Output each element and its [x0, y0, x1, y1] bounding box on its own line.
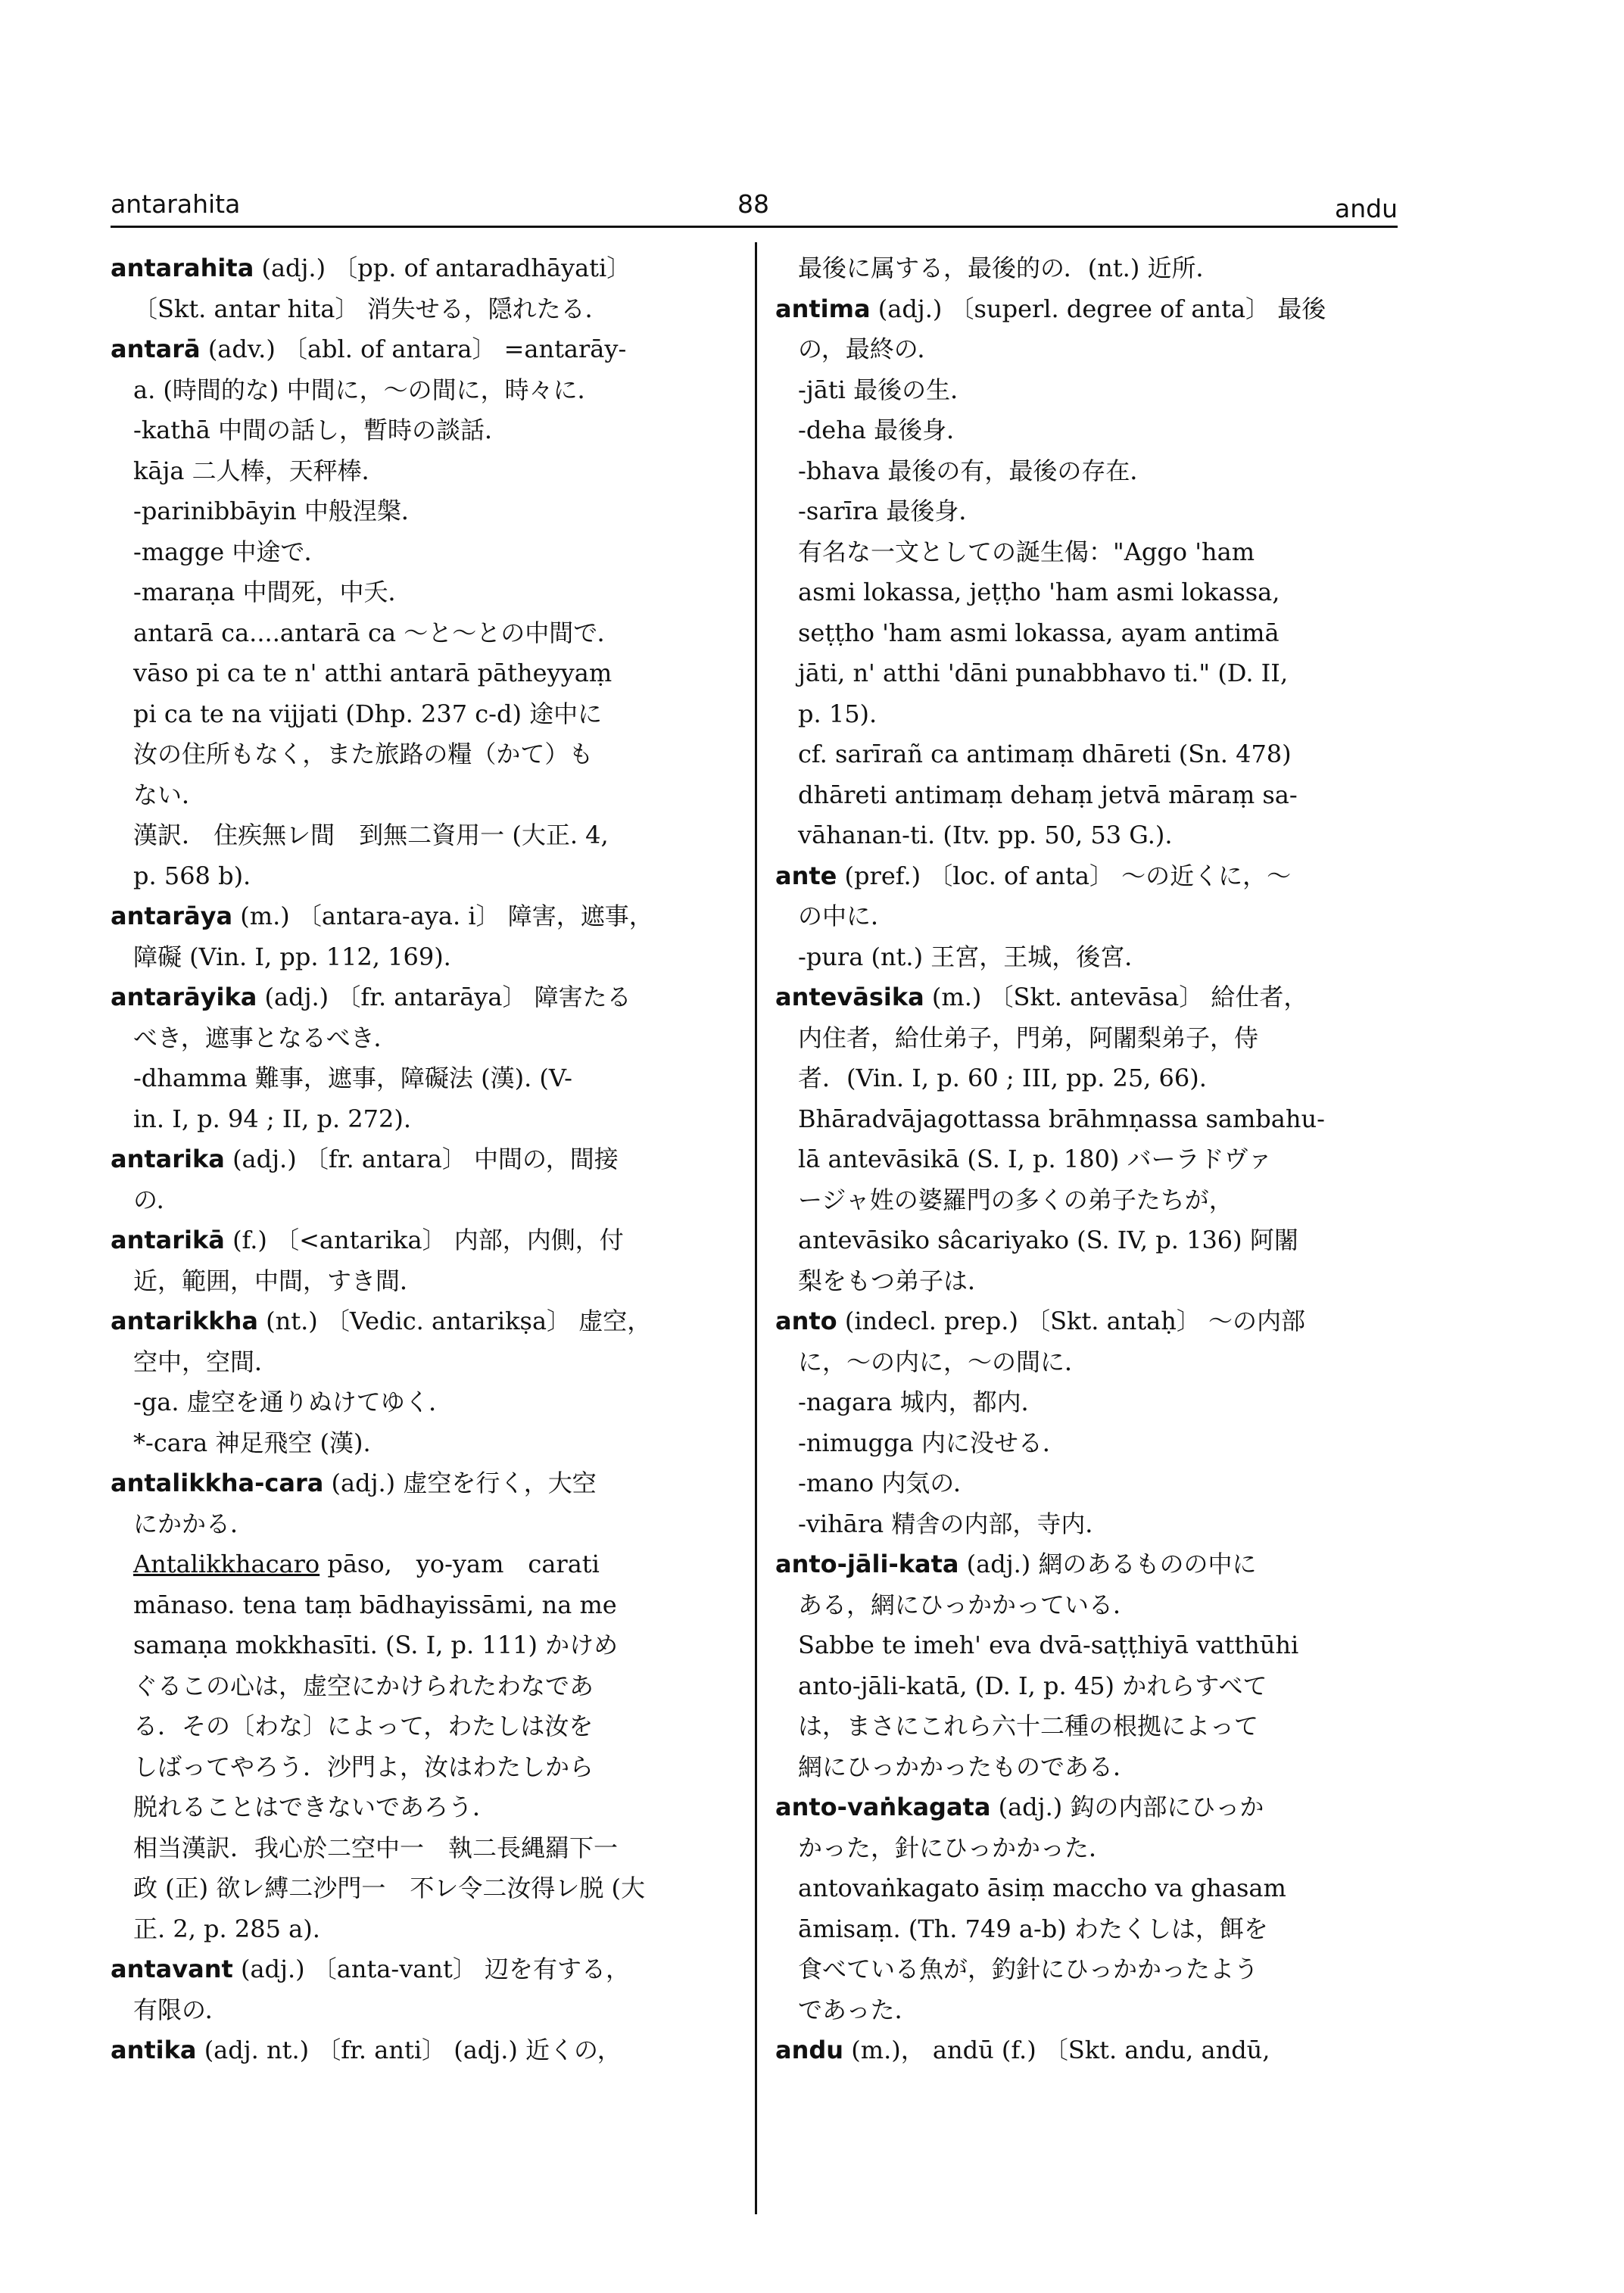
entry-headword-line	[775, 1787, 1396, 1828]
entry-text: 有名な一文としての誕生偈："Aggo 'ham	[798, 537, 1255, 566]
entry-line	[775, 1909, 1396, 1950]
entry-text: ージャ姓の婆羅門の多くの弟子たちが，	[798, 1185, 1233, 1214]
entry-text: しばってやろう．沙門よ，汝はわたしから	[133, 1752, 594, 1781]
entry-text: p. 15).	[798, 699, 877, 728]
entry-line	[775, 1625, 1396, 1666]
entry-text: 空中，空間．	[133, 1347, 279, 1376]
entry-text: dhāreti antimaṃ dehaṃ jetvā māraṃ sa-	[798, 780, 1298, 809]
entry-text: 最後に属する，最後的の．(nt.) 近所．	[798, 254, 1220, 282]
entry-line	[775, 1504, 1396, 1545]
entry-text: の．	[133, 1185, 181, 1214]
entry-line	[775, 1180, 1396, 1221]
entry-line	[111, 1058, 716, 1099]
entry-line	[111, 572, 716, 613]
entry-headword-line	[111, 977, 716, 1018]
headword: antarāyika	[111, 983, 257, 1011]
headword: antarahita	[111, 254, 254, 282]
entry-text: (m.)， andū (f.) 〔Skt. andu, andū,	[843, 2036, 1270, 2064]
entry-line	[775, 1261, 1396, 1302]
entry-line	[111, 1787, 716, 1828]
entry-text: (indecl. prep.) 〔Skt. antaḥ〕 〜の内部	[837, 1307, 1306, 1335]
entry-text: pāso, yo-yam carati	[320, 1550, 600, 1578]
entry-text: mānaso. tena taṃ bādhayissāmi, na me	[133, 1590, 617, 1619]
entry-headword-line	[111, 248, 716, 289]
headword: antima	[775, 294, 871, 323]
entry-text: seṭṭho 'ham asmi lokassa, ayam antimā	[798, 618, 1280, 647]
entry-text: -vihāra 精舎の内部，寺内．	[798, 1509, 1110, 1538]
entry-line	[775, 491, 1396, 532]
underlined-term: Antalikkhacaro	[133, 1550, 320, 1578]
entry-text: であった．	[798, 1995, 919, 2024]
headword: antevāsika	[775, 983, 924, 1011]
entry-line	[775, 1342, 1396, 1383]
entry-line	[775, 734, 1396, 775]
entry-text: (adj.) 〔fr. antara〕 中間の，間接	[224, 1145, 619, 1173]
entry-line	[111, 734, 716, 775]
entry-line	[775, 532, 1396, 573]
entry-line	[111, 491, 716, 532]
entry-line	[775, 1828, 1396, 1869]
entry-text: -sarīra 最後身．	[798, 497, 983, 525]
entry-text: (f.) 〔<antarika〕 内部，内側，付	[224, 1226, 624, 1254]
entry-text: (adj.) 網のあるものの中に	[959, 1550, 1257, 1578]
entry-headword-line	[775, 977, 1396, 1018]
entry-line	[111, 1382, 716, 1423]
headword: antavant	[111, 1955, 233, 1983]
headword: antarikā	[111, 1226, 225, 1254]
entry-text: lā antevāsikā (S. I, p. 180) バーラドヴァ	[798, 1145, 1273, 1173]
headword: antarika	[111, 1145, 225, 1173]
page-number: 88	[737, 189, 769, 219]
entry-headword-line	[111, 1301, 716, 1342]
entry-line	[775, 815, 1396, 856]
entry-text: samaṇa mokkhasīti. (S. I, p. 111) かけめ	[133, 1631, 619, 1659]
headword: anto-jāli-kata	[775, 1550, 959, 1578]
entry-headword-line	[111, 2030, 716, 2071]
entry-text: pi ca te na vijjati (Dhp. 237 c-d) 途中に	[133, 699, 603, 728]
entry-line	[775, 1099, 1396, 1140]
entry-text: る．その〔わな〕によって，わたしは汝を	[133, 1712, 594, 1740]
entry-headword-line	[111, 1949, 716, 1990]
entry-text: -kathā 中間の話し，暫時の談話．	[133, 416, 510, 444]
headword: antarāya	[111, 902, 233, 930]
entry-text: Bhāradvājagottassa brāhmṇassa sambahu-	[798, 1104, 1325, 1133]
entry-text: antevāsiko sâcariyako (S. IV, p. 136) 阿闍	[798, 1226, 1298, 1254]
entry-text: (adj.) 〔anta-vant〕 辺を有する，	[232, 1955, 631, 1983]
entry-line	[775, 1706, 1396, 1747]
entry-line	[111, 1342, 716, 1383]
entry-text: 者．(Vin. I, p. 60 ; III, pp. 25, 66).	[798, 1064, 1207, 1092]
page-header	[111, 189, 1398, 226]
entry-line	[111, 694, 716, 735]
entry-line	[775, 329, 1396, 370]
entry-line	[111, 289, 716, 330]
entry-line	[111, 1625, 716, 1666]
entry-text: jāti, n' atthi 'dāni punabbhavo ti." (D. II,	[798, 659, 1289, 687]
entry-text: *-cara 神足飛空 (漢).	[133, 1428, 371, 1457]
headword: antarikkha	[111, 1307, 258, 1335]
entry-line	[775, 1423, 1396, 1464]
entry-line	[111, 1261, 716, 1302]
entry-line	[111, 653, 716, 694]
entry-text: 近，範囲，中間，すき間．	[133, 1266, 425, 1295]
entry-text: asmi lokassa, jeṭṭho 'ham asmi lokassa,	[798, 578, 1280, 606]
entry-text: -magge 中途で．	[133, 537, 329, 566]
entry-headword-line	[775, 289, 1396, 330]
entry-line	[775, 451, 1396, 492]
entry-headword-line	[111, 896, 716, 937]
entry-text: ない．	[133, 780, 207, 809]
entry-line	[111, 1585, 716, 1626]
entry-text: 網にひっかかったものである．	[798, 1752, 1138, 1781]
entry-line	[775, 1220, 1396, 1261]
entry-line	[775, 1666, 1396, 1707]
entry-text: -nagara 城内，都内．	[798, 1388, 1046, 1416]
entry-line	[111, 1706, 716, 1747]
entry-line	[111, 1180, 716, 1221]
entry-headword-line	[111, 1463, 716, 1504]
entry-line	[111, 1868, 716, 1909]
entry-text: 脱れることはできないであろう．	[133, 1793, 497, 1821]
entry-text: に，〜の内に，〜の間に．	[798, 1347, 1089, 1376]
headword: andu	[775, 2036, 844, 2064]
entry-line	[775, 370, 1396, 411]
entry-text: anto-jāli-katā, (D. I, p. 45) かれらすべて	[798, 1671, 1267, 1700]
running-head-left: antarahita	[111, 189, 241, 219]
entry-text: ある，網にひっかかっている．	[798, 1590, 1138, 1619]
entry-text: a. (時間的な) 中間に，〜の間に，時々に．	[133, 375, 602, 404]
entry-text: (adj.) 〔fr. antarāya〕 障害たる	[257, 983, 631, 1011]
entry-text: ぐるこの心は，虚空にかけられたわなであ	[133, 1671, 594, 1700]
entry-text: 漢訳． 住疾無レ間 到無二資用一 (大正. 4,	[133, 821, 609, 849]
entry-line	[775, 1868, 1396, 1909]
entry-text: 内住者，給仕弟子，門弟，阿闍梨弟子，侍	[798, 1023, 1259, 1052]
entry-line	[111, 775, 716, 816]
entry-headword-line	[111, 1220, 716, 1261]
entry-text: -maraṇa 中間死，中夭．	[133, 578, 413, 606]
entry-text: 有限の．	[133, 1995, 229, 2024]
entry-line	[775, 1747, 1396, 1788]
entry-text: (adj.) 〔superl. degree of anta〕 最後	[870, 294, 1326, 323]
entry-headword-line	[775, 2030, 1396, 2071]
entry-text: の中に．	[798, 902, 896, 930]
entry-text: (adj.) 虚空を行く，大空	[323, 1469, 597, 1497]
entry-text: Sabbe te imeh' eva dvā-saṭṭhiyā vatthūhi	[798, 1631, 1299, 1659]
entry-line	[775, 613, 1396, 654]
entry-line	[111, 856, 716, 897]
entry-text: -dhamma 難事，遮事，障礙法 (漢). (V-	[133, 1064, 572, 1092]
entry-text: 障礙 (Vin. I, pp. 112, 169).	[133, 942, 451, 971]
entry-line	[775, 896, 1396, 937]
entry-line	[775, 1018, 1396, 1059]
entry-text: 〔Skt. antar hita〕 消失せる，隠れたる．	[133, 294, 609, 323]
entry-line	[111, 1504, 716, 1545]
entry-text: cf. sarīrañ ca antimaṃ dhāreti (Sn. 478)	[798, 740, 1292, 768]
entry-line	[111, 1747, 716, 1788]
headword: antalikkha-cara	[111, 1469, 324, 1497]
entry-line	[111, 370, 716, 411]
entry-line	[111, 815, 716, 856]
entry-line	[775, 572, 1396, 613]
entry-line	[775, 937, 1396, 978]
entry-text: -nimugga 内に没せる．	[798, 1428, 1067, 1457]
entry-text: -bhava 最後の有，最後の存在．	[798, 456, 1155, 485]
entry-line	[111, 937, 716, 978]
entry-line	[111, 1909, 716, 1950]
entry-text: (adj.) 鈎の内部にひっか	[990, 1793, 1264, 1821]
entry-line	[111, 532, 716, 573]
headword: antika	[111, 2036, 197, 2064]
entry-line	[775, 775, 1396, 816]
entry-text: (adv.) 〔abl. of antara〕 =antarāy-	[200, 335, 627, 363]
entry-line	[775, 248, 1396, 289]
entry-headword-line	[775, 856, 1396, 897]
entry-text: antarā ca....antarā ca 〜と〜との中間で．	[133, 618, 622, 647]
entry-line	[775, 694, 1396, 735]
entry-text: (adj. nt.) 〔fr. anti〕 (adj.) 近くの，	[196, 2036, 622, 2064]
entry-text: (m.) 〔Skt. antevāsa〕 給仕者，	[924, 983, 1308, 1011]
entry-text: にかかる．	[133, 1509, 255, 1538]
entry-text: 相当漢訳．我心於二空中一 執二長縄羂下一	[133, 1833, 619, 1862]
entry-text: (nt.) 〔Vedic. antarikṣa〕 虚空，	[257, 1307, 652, 1335]
entry-text: vāhanan-ti. (Itv. pp. 50, 53 G.).	[798, 821, 1173, 849]
right-column	[775, 248, 1396, 2071]
entry-text: -ga. 虚空を通りぬけてゆく．	[133, 1388, 454, 1416]
entry-line	[111, 451, 716, 492]
entry-text: kāja 二人棒，天秤棒．	[133, 456, 386, 485]
entry-line	[111, 410, 716, 451]
entry-line	[775, 1463, 1396, 1504]
entry-text: (pref.) 〔loc. of anta〕 〜の近くに，〜	[837, 861, 1292, 890]
entry-text: vāso pi ca te n' atthi antarā pātheyyaṃ	[133, 659, 613, 687]
column-divider	[755, 242, 757, 2214]
entry-text: は，まさにこれら六十二種の根拠によって	[798, 1712, 1259, 1740]
entry-text: -jāti 最後の生．	[798, 375, 975, 404]
entry-text: 梨をもつ弟子は．	[798, 1266, 993, 1295]
entry-text: 食べている魚が，釣針にひっかかったよう	[798, 1955, 1259, 1983]
entry-line	[775, 410, 1396, 451]
entry-line	[775, 1058, 1396, 1099]
entry-text: -parinibbāyin 中般涅槃．	[133, 497, 425, 525]
header-rule	[111, 226, 1398, 228]
entry-text: -pura (nt.) 王宮，王城，後宮．	[798, 942, 1149, 971]
entry-line	[775, 1949, 1396, 1990]
entry-headword-line	[775, 1544, 1396, 1585]
entry-line	[111, 1423, 716, 1464]
entry-text: (m.) 〔antara-aya. i〕 障害，遮事，	[232, 902, 653, 930]
entry-line	[111, 1018, 716, 1059]
entry-text: -deha 最後身．	[798, 416, 971, 444]
entry-text: antovaṅkagato āsiṃ maccho va ghasam	[798, 1874, 1286, 1902]
entry-headword-line	[111, 329, 716, 370]
entry-line	[111, 1828, 716, 1869]
entry-line	[775, 1382, 1396, 1423]
entry-text: の，最終の．	[798, 335, 942, 363]
entry-line	[111, 613, 716, 654]
left-column	[111, 248, 716, 2071]
entry-text: in. I, p. 94 ; II, p. 272).	[133, 1104, 412, 1133]
entry-text: べき，遮事となるべき．	[133, 1023, 398, 1052]
entry-line	[111, 1544, 716, 1585]
entry-line	[111, 1666, 716, 1707]
entry-line	[775, 1585, 1396, 1626]
entry-headword-line	[111, 1139, 716, 1180]
entry-line	[775, 653, 1396, 694]
entry-headword-line	[775, 1301, 1396, 1342]
entry-text: p. 568 b).	[133, 861, 251, 890]
running-head-right: andu	[1335, 194, 1398, 223]
entry-text: かった，針にひっかかった．	[798, 1833, 1114, 1862]
headword: anto	[775, 1307, 837, 1335]
headword: antarā	[111, 335, 201, 363]
headword: ante	[775, 861, 837, 890]
entry-text: (adj.) 〔pp. of antaradhāyati〕	[254, 254, 631, 282]
entry-text: 政 (正) 欲レ縛二沙門一 不レ令二汝得レ脱 (大	[133, 1874, 645, 1902]
entry-text: -mano 内気の．	[798, 1469, 978, 1497]
entry-line	[111, 1990, 716, 2031]
headword: anto-vaṅkagata	[775, 1793, 991, 1821]
entry-line	[111, 1099, 716, 1140]
entry-text: 正. 2, p. 285 a).	[133, 1914, 320, 1943]
entry-text: āmisaṃ. (Th. 749 a-b) わたくしは，餌を	[798, 1914, 1268, 1943]
entry-line	[775, 1990, 1396, 2031]
entry-text: 汝の住所もなく，また旅路の糧（かて）も	[133, 740, 594, 768]
entry-line	[775, 1139, 1396, 1180]
